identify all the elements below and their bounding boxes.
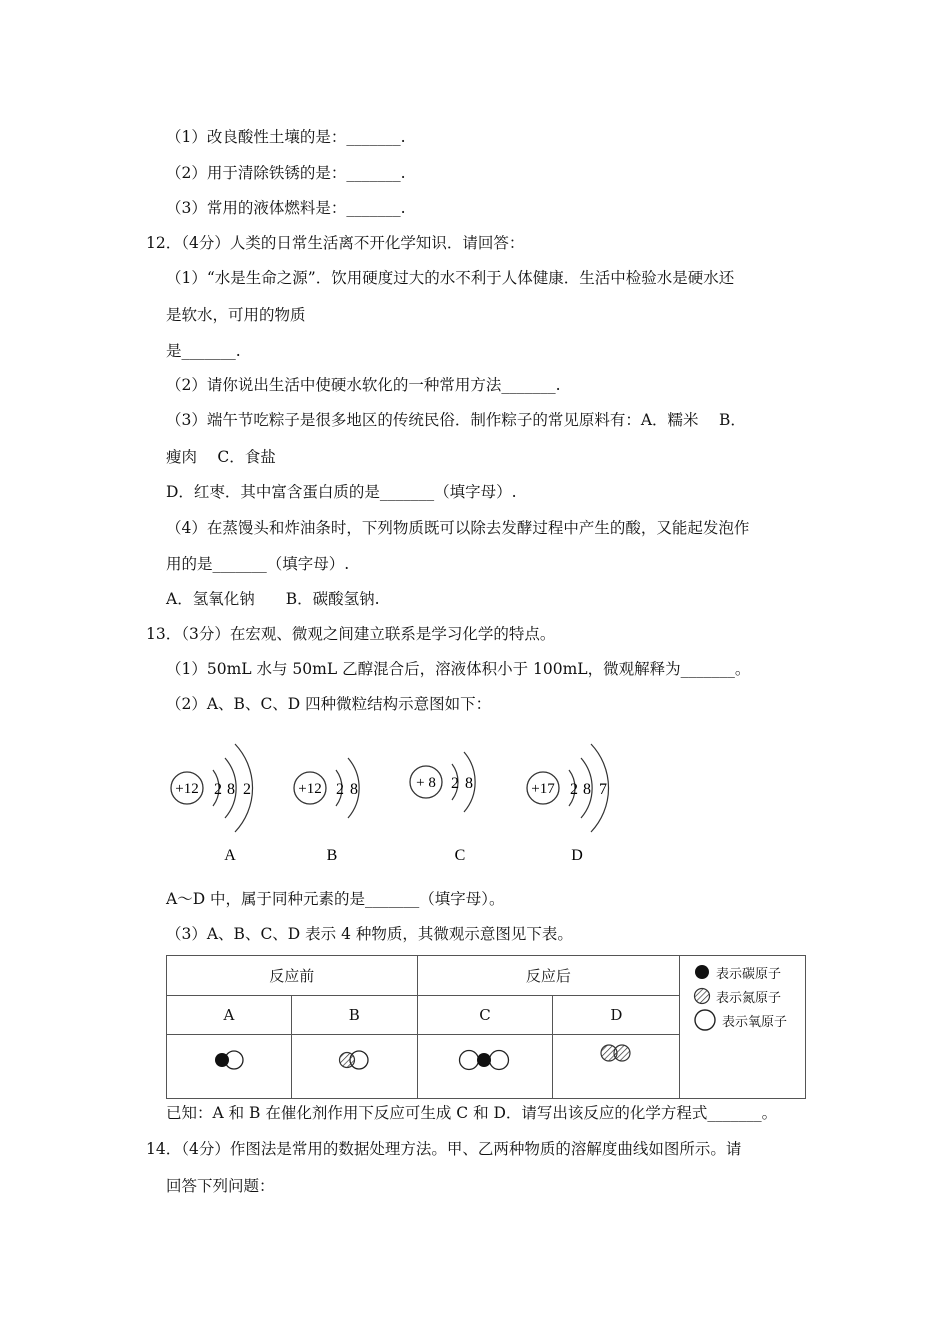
molecule-n2-icon <box>594 1041 638 1065</box>
table-header-after: 反应后 <box>417 956 680 996</box>
legend-oxygen <box>693 1008 787 1032</box>
atom-d-shell-1: 2 <box>570 781 578 798</box>
q11-line-2: （2）用于清除铁锈的是：_______. <box>166 164 406 182</box>
legend-oxygen-label: 表示氧原子 <box>722 1014 788 1030</box>
atom-b-shell-2: 8 <box>350 781 358 798</box>
atom-b-label: B <box>326 847 338 864</box>
q12-part4-line2: 用的是_______（填字母）. <box>166 555 350 573</box>
q12-part3-line2: 瘦肉 C．食盐 <box>166 448 276 466</box>
legend-nitrogen <box>693 984 787 1008</box>
q14-heading: 14．（4分）作图法是常用的数据处理方法。甲、乙两种物质的溶解度曲线如图所示。请 <box>146 1140 742 1158</box>
q13-part2-question: A～D 中，属于同种元素的是_______（填字母）。 <box>166 890 505 908</box>
atom-c-label: C <box>454 847 466 864</box>
q12-part4-line1: （4）在蒸馒头和炸油条时，下列物质既可以除去发酵过程中产生的酸，又能起发泡作 <box>166 519 750 537</box>
q12-part1-line3: 是_______. <box>166 342 241 360</box>
atom-b-nucleus: +12 <box>298 781 322 797</box>
atom-a-shell-3: 2 <box>243 781 251 798</box>
atom-c-shell-2: 8 <box>465 775 473 792</box>
table-col-b: B <box>291 996 417 1035</box>
q13-part3-question: 已知：A 和 B 在催化剂作用下反应可生成 C 和 D．请写出该反应的化学方程式_______。 <box>166 1104 778 1122</box>
atom-structure-diagrams <box>160 726 630 871</box>
q12-part3-line1: （3）端午节吃粽子是很多地区的传统民俗．制作粽子的常见原料有：A．糯米 B． <box>166 411 746 429</box>
table-col-a: A <box>167 996 292 1035</box>
q13-part3: （3）A、B、C、D 表示 4 种物质，其微观示意图见下表。 <box>166 925 573 943</box>
atom-d-shell-2: 8 <box>583 781 591 798</box>
q13-part1: （1）50mL 水与 50mL 乙醇混合后，溶液体积小于 100mL，微观解释为_______。 <box>166 660 751 678</box>
q12-part3-line3: D．红枣．其中富含蛋白质的是_______（填字母）. <box>166 483 517 501</box>
atom-d-label: D <box>571 847 583 864</box>
atom-d-nucleus: +17 <box>531 781 555 797</box>
nitrogen-atom-icon <box>693 987 711 1005</box>
molecule-c-cell <box>417 1035 553 1099</box>
atom-a <box>171 744 253 864</box>
atom-a-nucleus: +12 <box>175 781 199 797</box>
table-header-before: 反应前 <box>167 956 418 996</box>
atom-d <box>527 744 609 864</box>
carbon-atom-icon <box>693 963 711 981</box>
atom-a-shell-1: 2 <box>214 781 222 798</box>
q12-part1-line1: （1）“水是生命之源”．饮用硬度过大的水不利于人体健康．生活中检验水是硬水还 <box>166 269 735 287</box>
q13-heading: 13．（3分）在宏观、微观之间建立联系是学习化学的特点。 <box>146 625 556 643</box>
q12-part2: （2）请你说出生活中使硬水软化的一种常用方法_______. <box>166 376 561 394</box>
molecule-co-icon <box>209 1048 249 1072</box>
molecule-b-cell <box>291 1035 417 1099</box>
table-col-c: C <box>417 996 553 1035</box>
molecule-co2-icon <box>455 1047 515 1073</box>
atom-a-label: A <box>224 847 236 864</box>
atom-c-shell-1: 2 <box>451 775 459 792</box>
atom-d-shell-3: 7 <box>599 781 607 798</box>
q12-part4-options: A．氢氧化钠 B．碳酸氢钠. <box>166 590 380 608</box>
legend-carbon-label: 表示碳原子 <box>716 966 782 982</box>
atom-c-nucleus: + 8 <box>416 775 436 791</box>
molecule-d-cell <box>553 1035 680 1099</box>
molecule-a-cell <box>167 1035 292 1099</box>
q12-part1-line2: 是软水，可用的物质 <box>166 306 306 324</box>
oxygen-atom-icon <box>693 1008 717 1032</box>
molecule-no-icon <box>332 1048 376 1072</box>
atom-b <box>294 758 359 864</box>
atom-a-shell-2: 8 <box>227 781 235 798</box>
table-col-d: D <box>553 996 680 1035</box>
q12-heading: 12．（4分）人类的日常生活离不开化学知识．请回答： <box>146 234 525 252</box>
atom-c <box>410 752 475 864</box>
atom-b-shell-1: 2 <box>336 781 344 798</box>
legend-nitrogen-label: 表示氮原子 <box>716 990 782 1006</box>
q11-line-3: （3）常用的液体燃料是：_______. <box>166 199 406 217</box>
q13-part2: （2）A、B、C、D 四种微粒结构示意图如下： <box>166 695 492 713</box>
atom-legend <box>693 960 787 1032</box>
q11-line-1: （1）改良酸性土壤的是：_______. <box>166 128 406 146</box>
q14-part1: 回答下列问题： <box>166 1177 275 1195</box>
legend-carbon <box>693 960 787 984</box>
